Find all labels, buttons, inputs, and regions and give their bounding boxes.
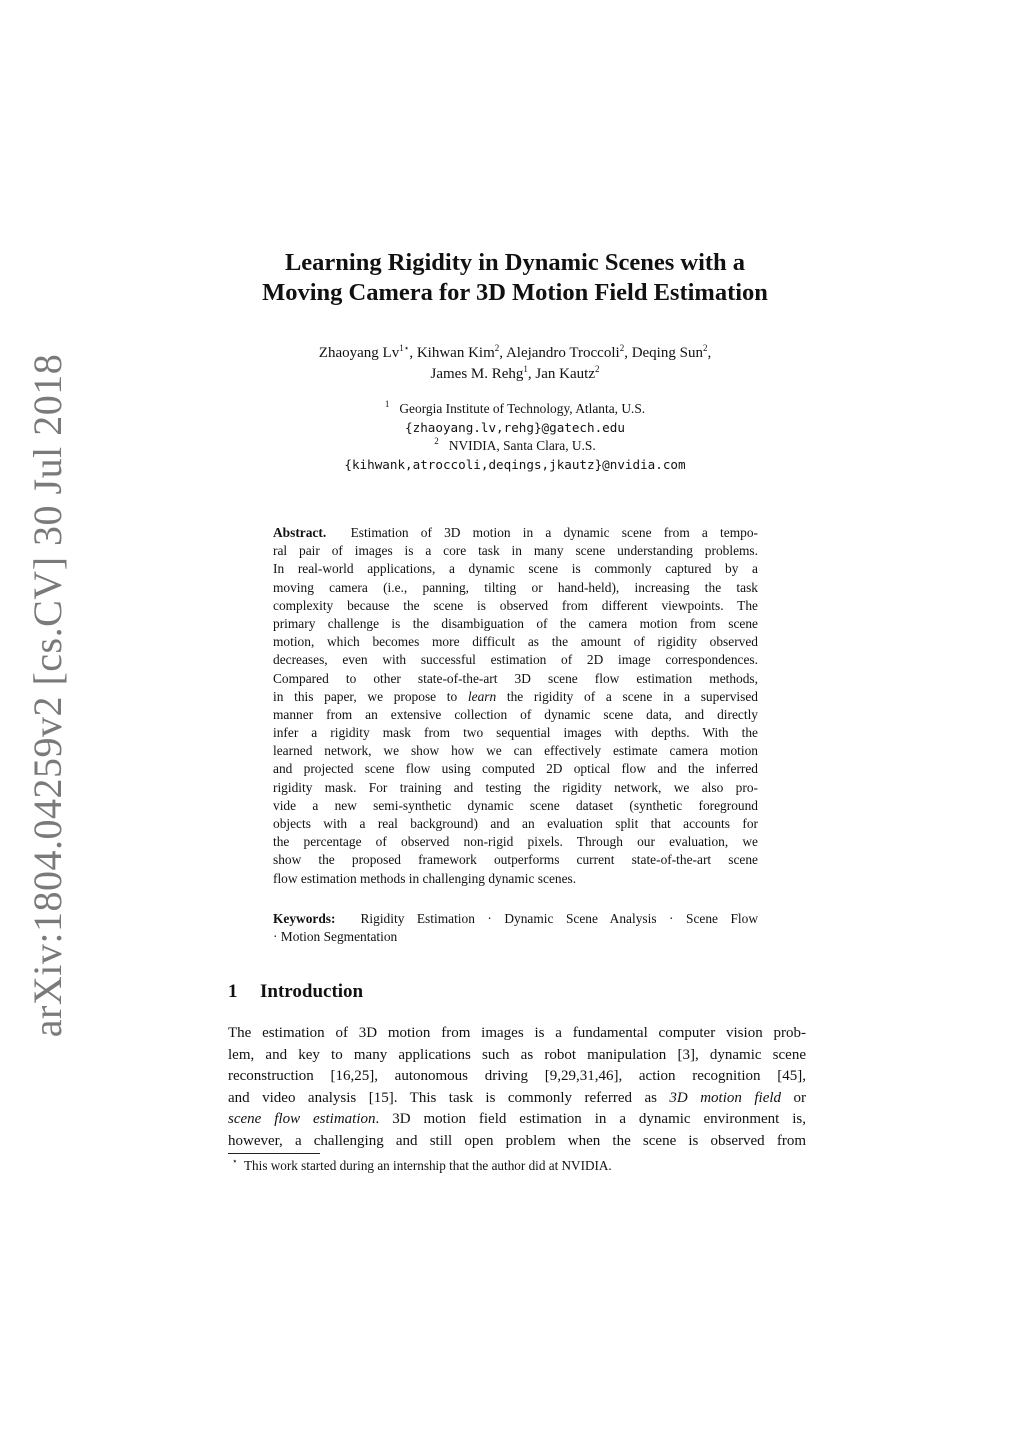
intro-text: . 3D motion field estimation in a dynamic environment is, [375, 1111, 806, 1128]
abstract-line: show the proposed framework outperforms current state-of-the-art scene [273, 852, 758, 868]
abstract-line: Compared to other state-of-the-art 3D scene flow estimation methods, [273, 670, 758, 686]
author-line-2: James M. Rehg$^1$, Jan Kautz$^2$ [430, 364, 600, 382]
abstract-text: the rigidity of a scene in a supervised [496, 688, 758, 704]
abstract-line: moving camera (i.e., panning, tilting or hand-held), increasing the task [273, 579, 758, 595]
abstract-line: the percentage of observed non-rigid pixels. Through our evaluation, we [273, 834, 758, 850]
affiliation-email: {zhaoyang.lv,rehg}@gatech.edu [405, 419, 625, 435]
author-affil-mark: 2 [702, 343, 708, 353]
section-heading [228, 980, 363, 1004]
intro-emphasis: scene flow estimation [228, 1111, 376, 1128]
affiliation-institution: Georgia Institute of Technology, Atlanta, U.S. [399, 401, 646, 416]
intro-line [228, 1088, 806, 1110]
affiliation-list [220, 400, 810, 474]
affiliation-institution: NVIDIA, Santa Clara, U.S. [448, 438, 596, 453]
keywords-line: · Motion Segmentation [273, 929, 398, 945]
section-title: Introduction [260, 981, 364, 1002]
title-line-2: Moving Camera for 3D Motion Field Estimation [262, 279, 768, 306]
footnote-divider [228, 1153, 320, 1154]
intro-line: reconstruction [16,25], autonomous driving [9,29,31,46], action recognition [45], [228, 1068, 806, 1085]
abstract-emphasis: learn [467, 688, 497, 704]
author-list [220, 343, 810, 385]
keywords [273, 910, 758, 946]
abstract-line [273, 524, 758, 542]
abstract-line: vide a new semi-synthetic dynamic scene dataset (synthetic foreground [273, 797, 758, 813]
intro-line: The estimation of 3D motion from images is a fundamental computer vision prob- [228, 1025, 806, 1041]
author-name: Deqing Sun [631, 345, 703, 361]
intro-line [228, 1109, 806, 1131]
abstract-text: in this paper, we propose to [273, 688, 458, 704]
intro-text: and video analysis [15]. This task is commonly referred as [228, 1089, 670, 1106]
author-affil-mark: 1 [523, 364, 528, 374]
intro-emphasis: 3D motion field [669, 1089, 782, 1106]
abstract-line: learned network, we show how we can effectively estimate camera motion [273, 743, 758, 759]
arxiv-id-text: arXiv:1804.04259v2 [cs.CV] 30 Jul 2018 [25, 353, 71, 1037]
intro-paragraph [228, 1023, 806, 1153]
abstract-line: ral pair of images is a core task in many scene understanding problems. [273, 543, 758, 559]
affiliation-mark: 2 [434, 436, 439, 446]
abstract-line: In real-world applications, a dynamic scene is commonly captured by a [273, 561, 758, 577]
author-name: Alejandro Troccoli [505, 345, 620, 361]
author-name: Jan Kautz [535, 366, 595, 382]
author-line-1: Zhaoyang $Lv^{1⋆}$, Kihwan Kim$^2$, Alejandro Troccoli$^2$, Deqing Sun$^2$, [318, 343, 712, 361]
abstract-line: rigidity mask. For training and testing the rigidity network, we also pro- [273, 779, 758, 795]
abstract-line: objects with a real background) and an evaluation split that accounts for [273, 816, 758, 831]
author-name: Kihwan Kim [416, 345, 495, 361]
abstract-line: motion, which becomes more difficult as the amount of rigidity observed [273, 634, 758, 650]
abstract-label: Abstract. [273, 525, 327, 540]
keywords-text: Rigidity Estimation · Dynamic Scene Analysis · Scene Flow [360, 911, 758, 926]
title-line-1: Learning Rigidity in Dynamic Scenes with a [284, 249, 746, 276]
abstract-line: flow estimation methods in challenging dynamic scenes. [273, 870, 577, 886]
intro-line: lem, and key to many applications such as robot manipulation [3], dynamic scene [228, 1046, 806, 1063]
author-name: James M. Rehg [430, 366, 524, 382]
abstract-line: complexity because the scene is observed from different viewpoints. The [273, 597, 758, 613]
author-affil-mark: 1⋆ [399, 343, 410, 353]
keywords-label: Keywords: [273, 911, 336, 926]
paper-title [200, 248, 830, 308]
footnote [232, 1157, 612, 1174]
author-name: Zhaoyang Lv [318, 345, 400, 361]
footnote-text: This work started during an internship that the author did at NVIDIA. [244, 1158, 612, 1173]
abstract-line: manner from an extensive collection of dynamic scene data, and directly [273, 706, 758, 722]
affiliation-email: {kihwank,atroccoli,deqings,jkautz}@nvidia.com [344, 456, 686, 472]
abstract-line [273, 688, 758, 706]
abstract-line: infer a rigidity mask from two sequential images with depths. With the [273, 725, 758, 741]
intro-text: or [781, 1089, 806, 1106]
affiliation-mark: 1 [384, 399, 390, 409]
arxiv-id-stamp [18, 353, 78, 1037]
abstract-line: and projected scene flow using computed 2D optical flow and the inferred [273, 761, 758, 777]
intro-line: however, a challenging and still open problem when the scene is observed from [228, 1132, 806, 1149]
abstract-line: primary challenge is the disambiguation of the camera motion from scene [273, 615, 758, 631]
author-affil-mark: 2 [594, 364, 600, 374]
abstract-text: Estimation of 3D motion in a dynamic scene from a tempo- [350, 525, 758, 540]
abstract-line: decreases, even with successful estimation of 2D image correspondences. [273, 652, 758, 668]
affiliation-1 [220, 400, 810, 419]
author-affil-mark: 2 [619, 343, 625, 353]
section-number: 1 [228, 981, 238, 1002]
author-affil-mark: 2 [494, 343, 500, 353]
abstract [273, 524, 758, 888]
footnote-symbol: ⋆ [232, 1156, 238, 1166]
keywords-line [273, 910, 758, 928]
affiliation-2 [220, 437, 810, 456]
